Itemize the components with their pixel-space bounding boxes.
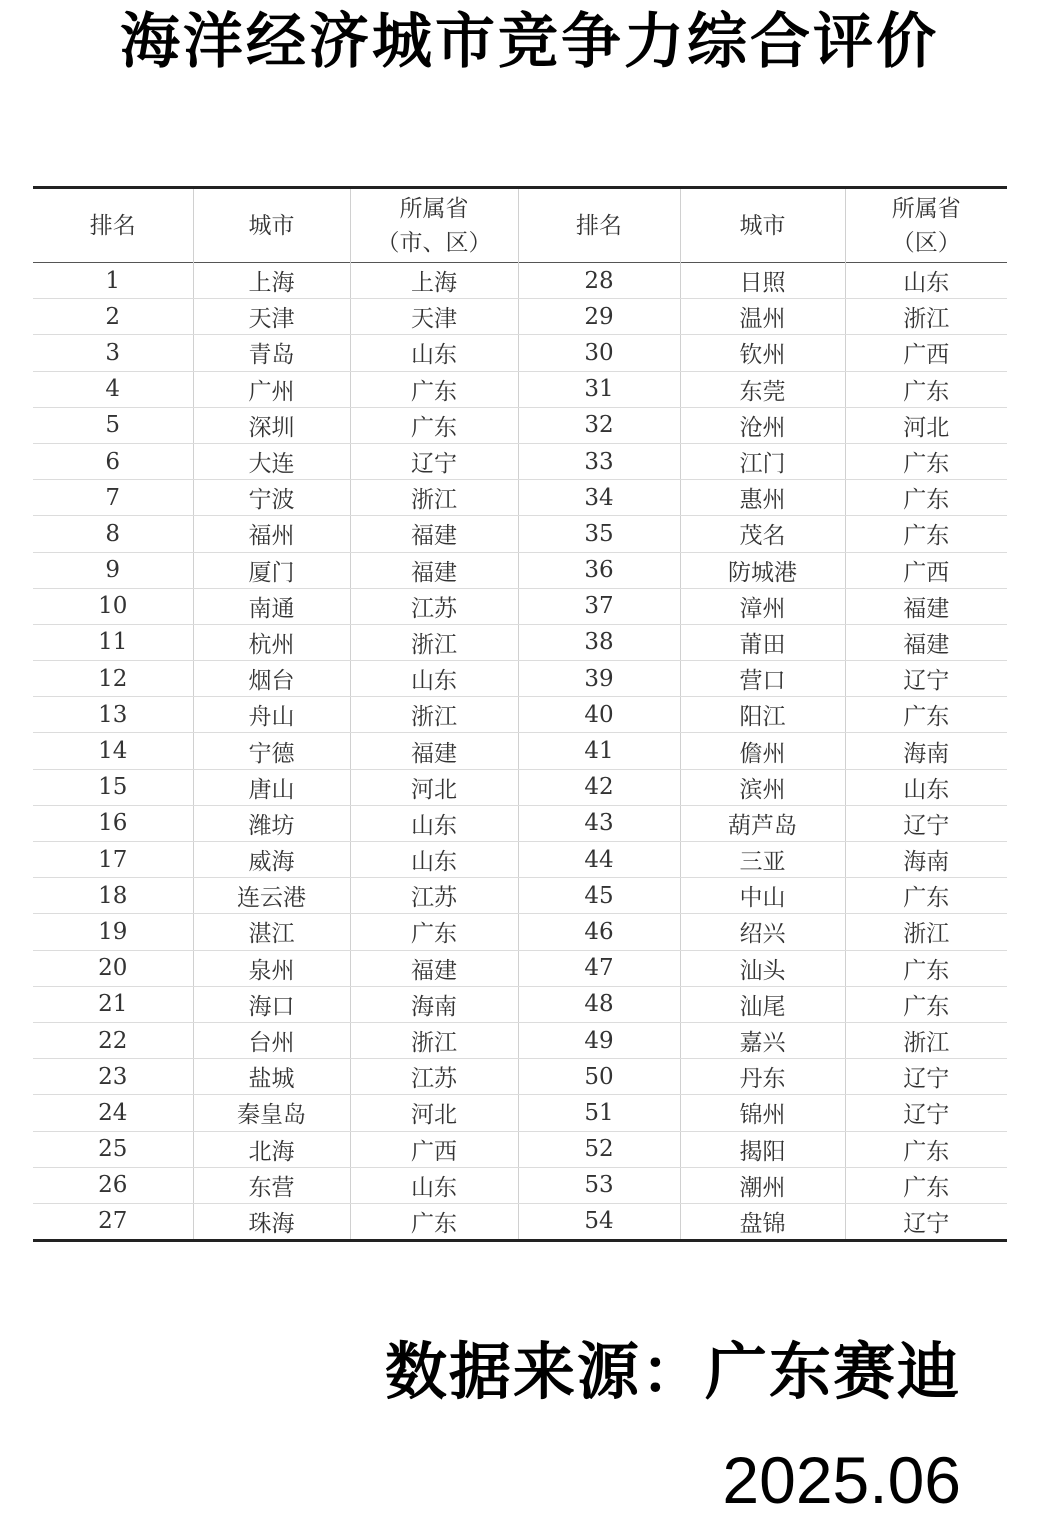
cell-rank-right: 35 [518,516,680,552]
cell-rank-left: 4 [33,371,193,407]
cell-province-right: 福建 [845,624,1007,660]
cell-city-right: 丹东 [680,1059,845,1095]
cell-city-left: 泉州 [193,950,350,986]
cell-rank-right: 37 [518,588,680,624]
table-header-row [33,188,1007,263]
cell-city-left: 青岛 [193,335,350,371]
cell-rank-left: 20 [33,950,193,986]
cell-rank-left: 22 [33,1022,193,1058]
cell-rank-right: 52 [518,1131,680,1167]
cell-rank-right: 48 [518,986,680,1022]
cell-province-left: 浙江 [350,624,518,660]
cell-province-left: 辽宁 [350,443,518,479]
cell-rank-right: 40 [518,697,680,733]
cell-city-left: 深圳 [193,407,350,443]
header-province-right [845,188,1007,263]
cell-rank-left: 14 [33,733,193,769]
cell-city-right: 惠州 [680,480,845,516]
cell-province-left: 天津 [350,299,518,335]
table-row [33,335,1007,371]
cell-rank-left: 1 [33,263,193,299]
table-row [33,1167,1007,1203]
cell-rank-left: 13 [33,697,193,733]
cell-province-left: 浙江 [350,697,518,733]
cell-city-left: 福州 [193,516,350,552]
cell-province-left: 河北 [350,769,518,805]
cell-province-left: 广东 [350,371,518,407]
cell-rank-right: 45 [518,878,680,914]
cell-rank-right: 50 [518,1059,680,1095]
cell-rank-right: 53 [518,1167,680,1203]
cell-rank-right: 29 [518,299,680,335]
cell-province-right: 海南 [845,733,1007,769]
cell-province-left: 广东 [350,1203,518,1240]
cell-province-right: 辽宁 [845,1095,1007,1131]
cell-city-right: 揭阳 [680,1131,845,1167]
cell-province-right: 广东 [845,878,1007,914]
table-row [33,1022,1007,1058]
table-row [33,552,1007,588]
cell-city-left: 台州 [193,1022,350,1058]
table-row [33,407,1007,443]
table-row [33,588,1007,624]
cell-city-left: 广州 [193,371,350,407]
cell-rank-left: 19 [33,914,193,950]
cell-rank-left: 7 [33,480,193,516]
cell-city-right: 三亚 [680,842,845,878]
cell-rank-right: 44 [518,842,680,878]
cell-rank-left: 5 [33,407,193,443]
cell-rank-left: 10 [33,588,193,624]
cell-city-left: 天津 [193,299,350,335]
cell-city-right: 沧州 [680,407,845,443]
table-row [33,1203,1007,1240]
cell-province-right: 广西 [845,552,1007,588]
cell-rank-left: 16 [33,805,193,841]
cell-city-right: 潮州 [680,1167,845,1203]
cell-province-left: 山东 [350,842,518,878]
cell-rank-left: 27 [33,1203,193,1240]
cell-city-left: 珠海 [193,1203,350,1240]
cell-city-left: 盐城 [193,1059,350,1095]
cell-rank-left: 17 [33,842,193,878]
cell-province-left: 广东 [350,914,518,950]
table-row [33,661,1007,697]
table-row [33,263,1007,299]
cell-province-right: 广东 [845,1167,1007,1203]
cell-city-right: 中山 [680,878,845,914]
cell-city-left: 南通 [193,588,350,624]
cell-rank-left: 25 [33,1131,193,1167]
table-row [33,914,1007,950]
cell-province-left: 海南 [350,986,518,1022]
cell-city-left: 宁波 [193,480,350,516]
cell-province-right: 辽宁 [845,661,1007,697]
cell-rank-right: 34 [518,480,680,516]
cell-province-right: 广东 [845,443,1007,479]
cell-rank-left: 9 [33,552,193,588]
cell-city-right: 莆田 [680,624,845,660]
cell-city-left: 厦门 [193,552,350,588]
cell-rank-left: 11 [33,624,193,660]
table-row [33,986,1007,1022]
cell-rank-left: 15 [33,769,193,805]
table-row [33,697,1007,733]
header-province-left-line2: （市、区） [376,229,492,256]
cell-rank-left: 3 [33,335,193,371]
table-row [33,950,1007,986]
cell-province-right: 辽宁 [845,805,1007,841]
cell-province-left: 福建 [350,733,518,769]
cell-rank-right: 33 [518,443,680,479]
cell-province-right: 广东 [845,697,1007,733]
cell-city-right: 防城港 [680,552,845,588]
table-body [33,263,1007,1241]
cell-rank-left: 12 [33,661,193,697]
cell-rank-left: 6 [33,443,193,479]
cell-city-right: 漳州 [680,588,845,624]
cell-rank-right: 49 [518,1022,680,1058]
header-province-right-line2: （区） [891,229,961,256]
cell-province-left: 河北 [350,1095,518,1131]
data-source-text: 数据来源：广东赛迪 [384,1335,961,1408]
cell-city-left: 北海 [193,1131,350,1167]
cell-province-right: 浙江 [845,914,1007,950]
cell-city-right: 江门 [680,443,845,479]
cell-city-right: 钦州 [680,335,845,371]
cell-province-left: 江苏 [350,588,518,624]
cell-province-left: 上海 [350,263,518,299]
cell-province-left: 江苏 [350,878,518,914]
cell-rank-right: 31 [518,371,680,407]
cell-rank-right: 41 [518,733,680,769]
cell-rank-left: 18 [33,878,193,914]
cell-city-right: 滨州 [680,769,845,805]
cell-province-right: 辽宁 [845,1203,1007,1240]
cell-province-right: 广东 [845,371,1007,407]
cell-rank-right: 38 [518,624,680,660]
cell-province-right: 广东 [845,986,1007,1022]
cell-city-left: 秦皇岛 [193,1095,350,1131]
header-rank-left: 排名 [33,188,193,263]
cell-province-right: 广东 [845,516,1007,552]
cell-rank-right: 30 [518,335,680,371]
cell-city-left: 海口 [193,986,350,1022]
cell-province-left: 福建 [350,950,518,986]
header-province-left [350,188,518,263]
table-row [33,769,1007,805]
cell-rank-right: 43 [518,805,680,841]
cell-province-right: 河北 [845,407,1007,443]
header-province-left-line1: 所属省 [399,195,469,222]
cell-city-right: 温州 [680,299,845,335]
cell-city-right: 绍兴 [680,914,845,950]
cell-province-right: 浙江 [845,299,1007,335]
table-row [33,624,1007,660]
cell-rank-right: 51 [518,1095,680,1131]
cell-province-right: 山东 [845,263,1007,299]
cell-city-left: 杭州 [193,624,350,660]
cell-province-left: 浙江 [350,1022,518,1058]
cell-city-right: 阳江 [680,697,845,733]
cell-rank-left: 26 [33,1167,193,1203]
cell-rank-right: 42 [518,769,680,805]
cell-province-right: 广东 [845,950,1007,986]
cell-rank-left: 24 [33,1095,193,1131]
cell-province-left: 福建 [350,552,518,588]
cell-city-left: 东营 [193,1167,350,1203]
cell-province-left: 山东 [350,661,518,697]
cell-province-left: 浙江 [350,480,518,516]
cell-rank-left: 23 [33,1059,193,1095]
cell-province-left: 福建 [350,516,518,552]
table-row [33,443,1007,479]
cell-rank-right: 32 [518,407,680,443]
cell-city-right: 日照 [680,263,845,299]
table-row [33,805,1007,841]
cell-city-right: 锦州 [680,1095,845,1131]
cell-city-left: 宁德 [193,733,350,769]
cell-city-left: 威海 [193,842,350,878]
table-row [33,516,1007,552]
cell-rank-right: 39 [518,661,680,697]
cell-rank-left: 21 [33,986,193,1022]
table-row [33,733,1007,769]
cell-city-left: 湛江 [193,914,350,950]
cell-city-right: 儋州 [680,733,845,769]
cell-province-right: 辽宁 [845,1059,1007,1095]
cell-province-left: 山东 [350,1167,518,1203]
cell-province-left: 江苏 [350,1059,518,1095]
cell-city-right: 东莞 [680,371,845,407]
cell-province-left: 山东 [350,335,518,371]
table-row [33,299,1007,335]
header-rank-right: 排名 [518,188,680,263]
header-city-right: 城市 [680,188,845,263]
cell-rank-left: 2 [33,299,193,335]
cell-city-right: 营口 [680,661,845,697]
cell-city-right: 盘锦 [680,1203,845,1240]
cell-city-right: 葫芦岛 [680,805,845,841]
header-province-right-line1: 所属省 [891,195,961,222]
table-row [33,1131,1007,1167]
cell-province-right: 海南 [845,842,1007,878]
date-text: 2025.06 [722,1443,961,1517]
cell-rank-right: 46 [518,914,680,950]
cell-city-left: 潍坊 [193,805,350,841]
cell-province-left: 广东 [350,407,518,443]
cell-city-right: 汕头 [680,950,845,986]
table-row [33,878,1007,914]
cell-city-right: 嘉兴 [680,1022,845,1058]
cell-rank-right: 54 [518,1203,680,1240]
table-row [33,480,1007,516]
cell-province-right: 浙江 [845,1022,1007,1058]
cell-city-right: 茂名 [680,516,845,552]
ranking-table-container [33,186,1007,1242]
cell-city-left: 烟台 [193,661,350,697]
table-row [33,371,1007,407]
cell-city-left: 唐山 [193,769,350,805]
cell-province-right: 广东 [845,480,1007,516]
cell-province-left: 广西 [350,1131,518,1167]
cell-city-left: 大连 [193,443,350,479]
cell-rank-right: 47 [518,950,680,986]
ranking-table [33,186,1007,1242]
cell-city-left: 上海 [193,263,350,299]
cell-rank-right: 28 [518,263,680,299]
cell-city-left: 连云港 [193,878,350,914]
header-city-left: 城市 [193,188,350,263]
cell-city-right: 汕尾 [680,986,845,1022]
cell-province-left: 山东 [350,805,518,841]
cell-province-right: 山东 [845,769,1007,805]
cell-rank-right: 36 [518,552,680,588]
table-row [33,842,1007,878]
cell-rank-left: 8 [33,516,193,552]
cell-province-right: 广西 [845,335,1007,371]
cell-province-right: 福建 [845,588,1007,624]
cell-province-right: 广东 [845,1131,1007,1167]
table-row [33,1059,1007,1095]
cell-city-left: 舟山 [193,697,350,733]
page-title: 海洋经济城市竞争力综合评价 [120,7,939,77]
table-row [33,1095,1007,1131]
